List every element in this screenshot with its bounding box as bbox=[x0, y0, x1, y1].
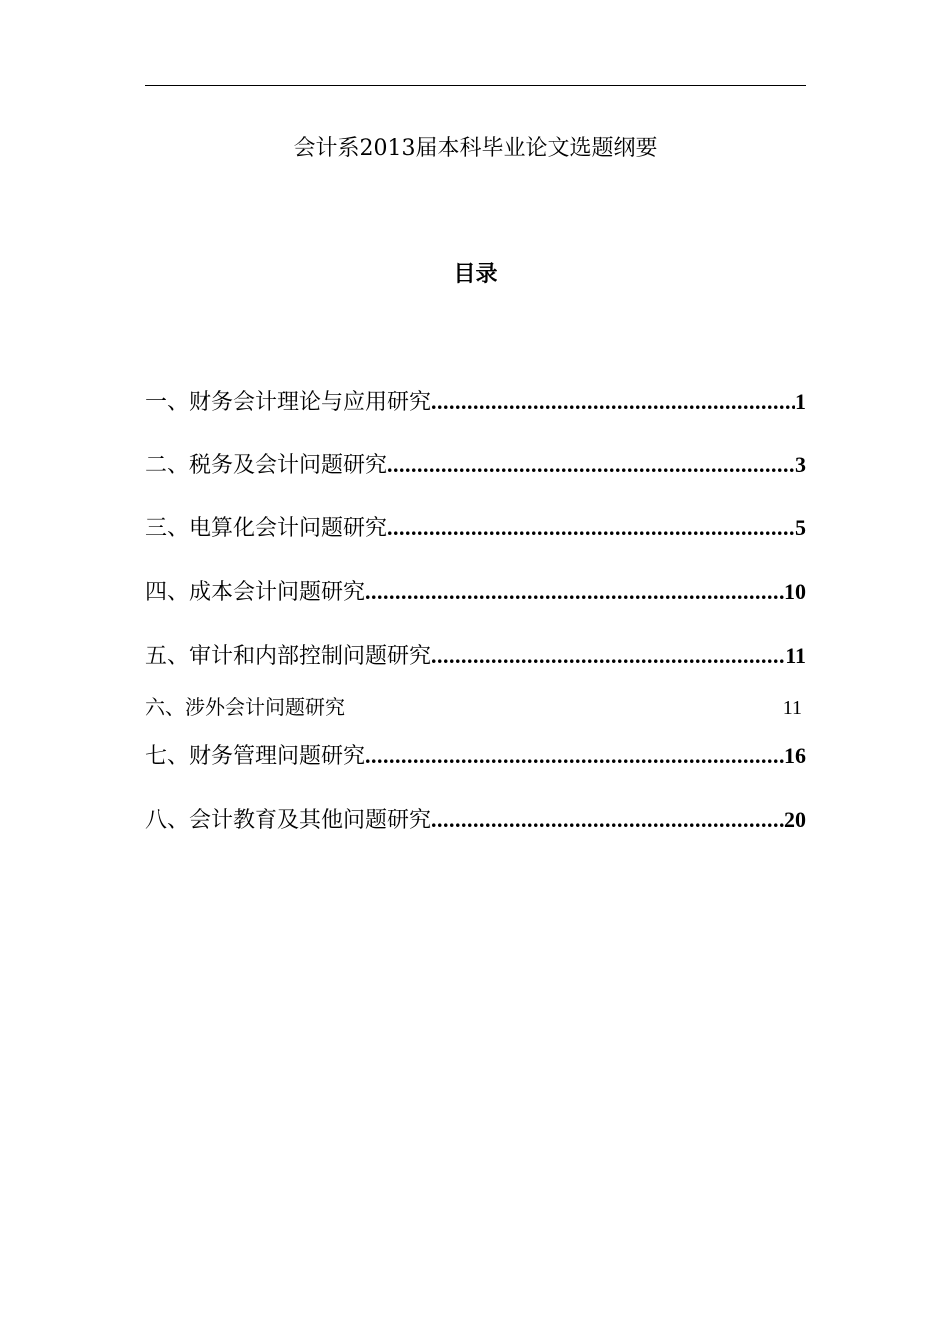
toc-page-number: 16 bbox=[784, 743, 806, 768]
toc-entry-label: 七、财务管理问题研究 bbox=[145, 744, 366, 769]
toc-entry-label: 八、会计教育及其他问题研究 bbox=[145, 808, 432, 833]
toc-dot-leader bbox=[387, 513, 795, 543]
toc-entry-financial-accounting[interactable] bbox=[145, 387, 806, 418]
toc-entry-accounting-education[interactable] bbox=[145, 805, 806, 836]
toc-dot-leader bbox=[431, 805, 784, 835]
toc-page-number: 11 bbox=[782, 697, 802, 719]
toc-dot-leader bbox=[431, 641, 785, 671]
toc-page-number: 10 bbox=[784, 579, 806, 604]
toc-entry-label: 六、涉外会计问题研究 bbox=[145, 695, 345, 719]
toc-entry-financial-management[interactable] bbox=[145, 741, 806, 772]
toc-dot-leader bbox=[365, 577, 784, 607]
toc-entry-label: 二、税务及会计问题研究 bbox=[145, 453, 388, 478]
toc-entry-cost-accounting[interactable] bbox=[145, 577, 806, 608]
toc-entry-label: 五、审计和内部控制问题研究 bbox=[145, 644, 432, 669]
toc-page-number: 1 bbox=[795, 389, 806, 414]
toc-page-number: 20 bbox=[784, 807, 806, 832]
toc-entry-tax-accounting[interactable] bbox=[145, 450, 806, 481]
toc-entry-audit-internal-control[interactable] bbox=[145, 641, 806, 672]
toc-page-number: 5 bbox=[795, 515, 806, 540]
toc-entry-computerized-accounting[interactable] bbox=[145, 513, 806, 544]
toc-heading: 目录 bbox=[453, 261, 498, 287]
toc-dot-leader bbox=[365, 741, 784, 771]
document-title: 会计系2013届本科毕业论文选题纲要 bbox=[293, 136, 658, 161]
toc-page-number: 11 bbox=[785, 643, 806, 668]
header-rule bbox=[145, 85, 806, 86]
toc-dot-leader bbox=[431, 387, 795, 417]
toc-entry-label: 四、成本会计问题研究 bbox=[145, 580, 366, 605]
toc-entry-foreign-accounting[interactable] bbox=[145, 692, 806, 723]
toc-entry-label: 一、财务会计理论与应用研究 bbox=[145, 390, 432, 415]
toc-dot-leader bbox=[387, 450, 795, 480]
toc-entry-label: 三、电算化会计问题研究 bbox=[145, 516, 388, 541]
toc-page-number: 3 bbox=[795, 452, 806, 477]
